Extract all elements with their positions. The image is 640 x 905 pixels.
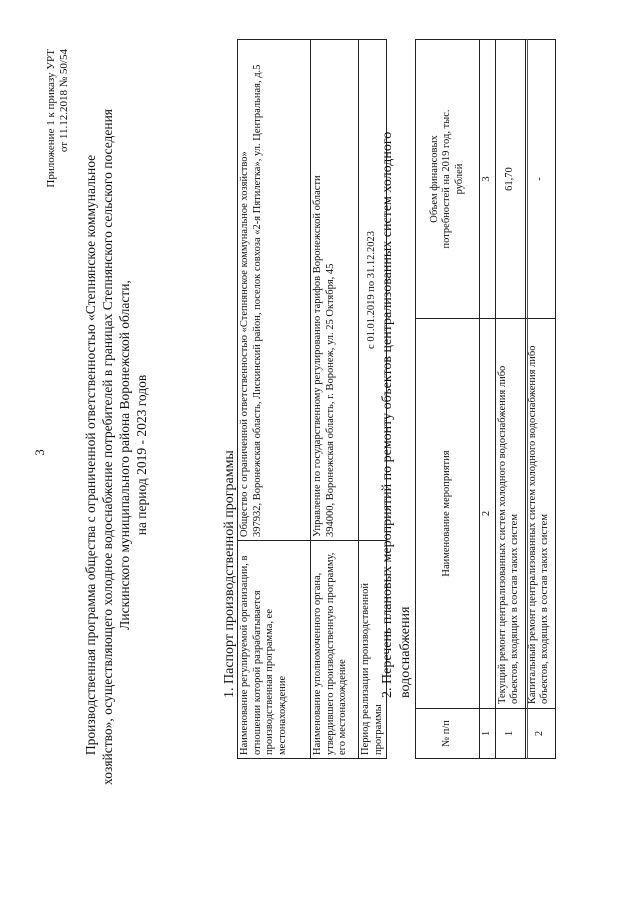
- page-number: 3: [32, 449, 47, 456]
- passport-value-line: Управление по государственному регулированию тарифов Воронежской области: [312, 175, 323, 537]
- passport-value-line: 397932, Воронежская область, Лискинский район, поселок совхоза «2-я Пятилетка», ул. Центральная, д.5: [251, 64, 263, 537]
- row-num: 2: [525, 709, 555, 759]
- title-line-3: Лискинского муниципального района Воронежской области,: [117, 280, 132, 630]
- passport-value: с 01.01.2019 по 31.12.2023: [359, 40, 387, 541]
- row-name: Капитальный ремонт централизованных систем холодного водоснабжения либо объектов, входящих в состав таких систем: [525, 319, 555, 709]
- bottom-rule: [527, 39, 528, 759]
- passport-label: Период реализации производственной программы: [359, 541, 387, 759]
- title-line-2: хозяйство», осуществляющего холодное водоснабжение потребителей в границах Степнянского сельского поседения: [100, 108, 115, 785]
- measures-table: [415, 39, 556, 759]
- appendix-line-2: от 11.12.2018 № 50/54: [58, 49, 70, 153]
- column-number: 2: [480, 319, 496, 709]
- row-name: Текущий ремонт централизованных систем холодного водоснабжения либо объектов, входящих в состав таких систем: [495, 319, 525, 709]
- row-value: 61,70: [495, 40, 525, 319]
- appendix-note: [45, 49, 71, 188]
- row-value: -: [525, 40, 555, 319]
- passport-label: Наименование уполномоченного органа, утвердившего производственную программу, его местонахождение: [311, 541, 359, 759]
- passport-label: Наименование регулируемой организации, в отношении которой разрабатывается производственная программа, ее местонахождение: [238, 541, 311, 759]
- appendix-line-1: Приложение 1 к приказу УРТ: [45, 49, 57, 188]
- title-line-1: Производственная программа общества с ограниченной ответственностью «Степнянское коммунальное: [83, 154, 98, 756]
- passport-value-line: 394000, Воронежская область, г. Воронеж, ул. 25 Октября, 45: [324, 263, 336, 537]
- section-1-heading: 1. Паспорт производственной программы: [222, 450, 237, 698]
- title-line-4: на период 2019 - 2023 годов: [134, 374, 149, 536]
- section-2-heading: 2. Перечень плановых мероприятий по ремонту объектов централизованных систем холодного водоснабжения: [380, 131, 413, 698]
- passport-value: [311, 40, 359, 541]
- table-row: [311, 40, 359, 759]
- column-number-row: [480, 40, 496, 759]
- passport-value-line: Общество с ограниченной ответственностью «Степнянское коммунальное хозяйство»: [239, 151, 250, 537]
- table-row: [238, 40, 311, 759]
- passport-value: [238, 40, 311, 541]
- table-row: [525, 40, 555, 759]
- column-header-name: Наименование мероприятия: [416, 319, 480, 709]
- column-header-volume: [416, 40, 480, 319]
- document-title: [82, 108, 150, 785]
- passport-table: [237, 39, 387, 759]
- column-header-num: № п/п: [416, 709, 480, 759]
- column-number: 3: [480, 40, 496, 319]
- table-row: [495, 40, 525, 759]
- column-header-volume-text: Объем финансовых потребностей на 2019 год, тыс. рублей: [428, 109, 465, 249]
- table-header-row: [416, 40, 480, 759]
- column-number: 1: [480, 709, 496, 759]
- row-num: 1: [495, 709, 525, 759]
